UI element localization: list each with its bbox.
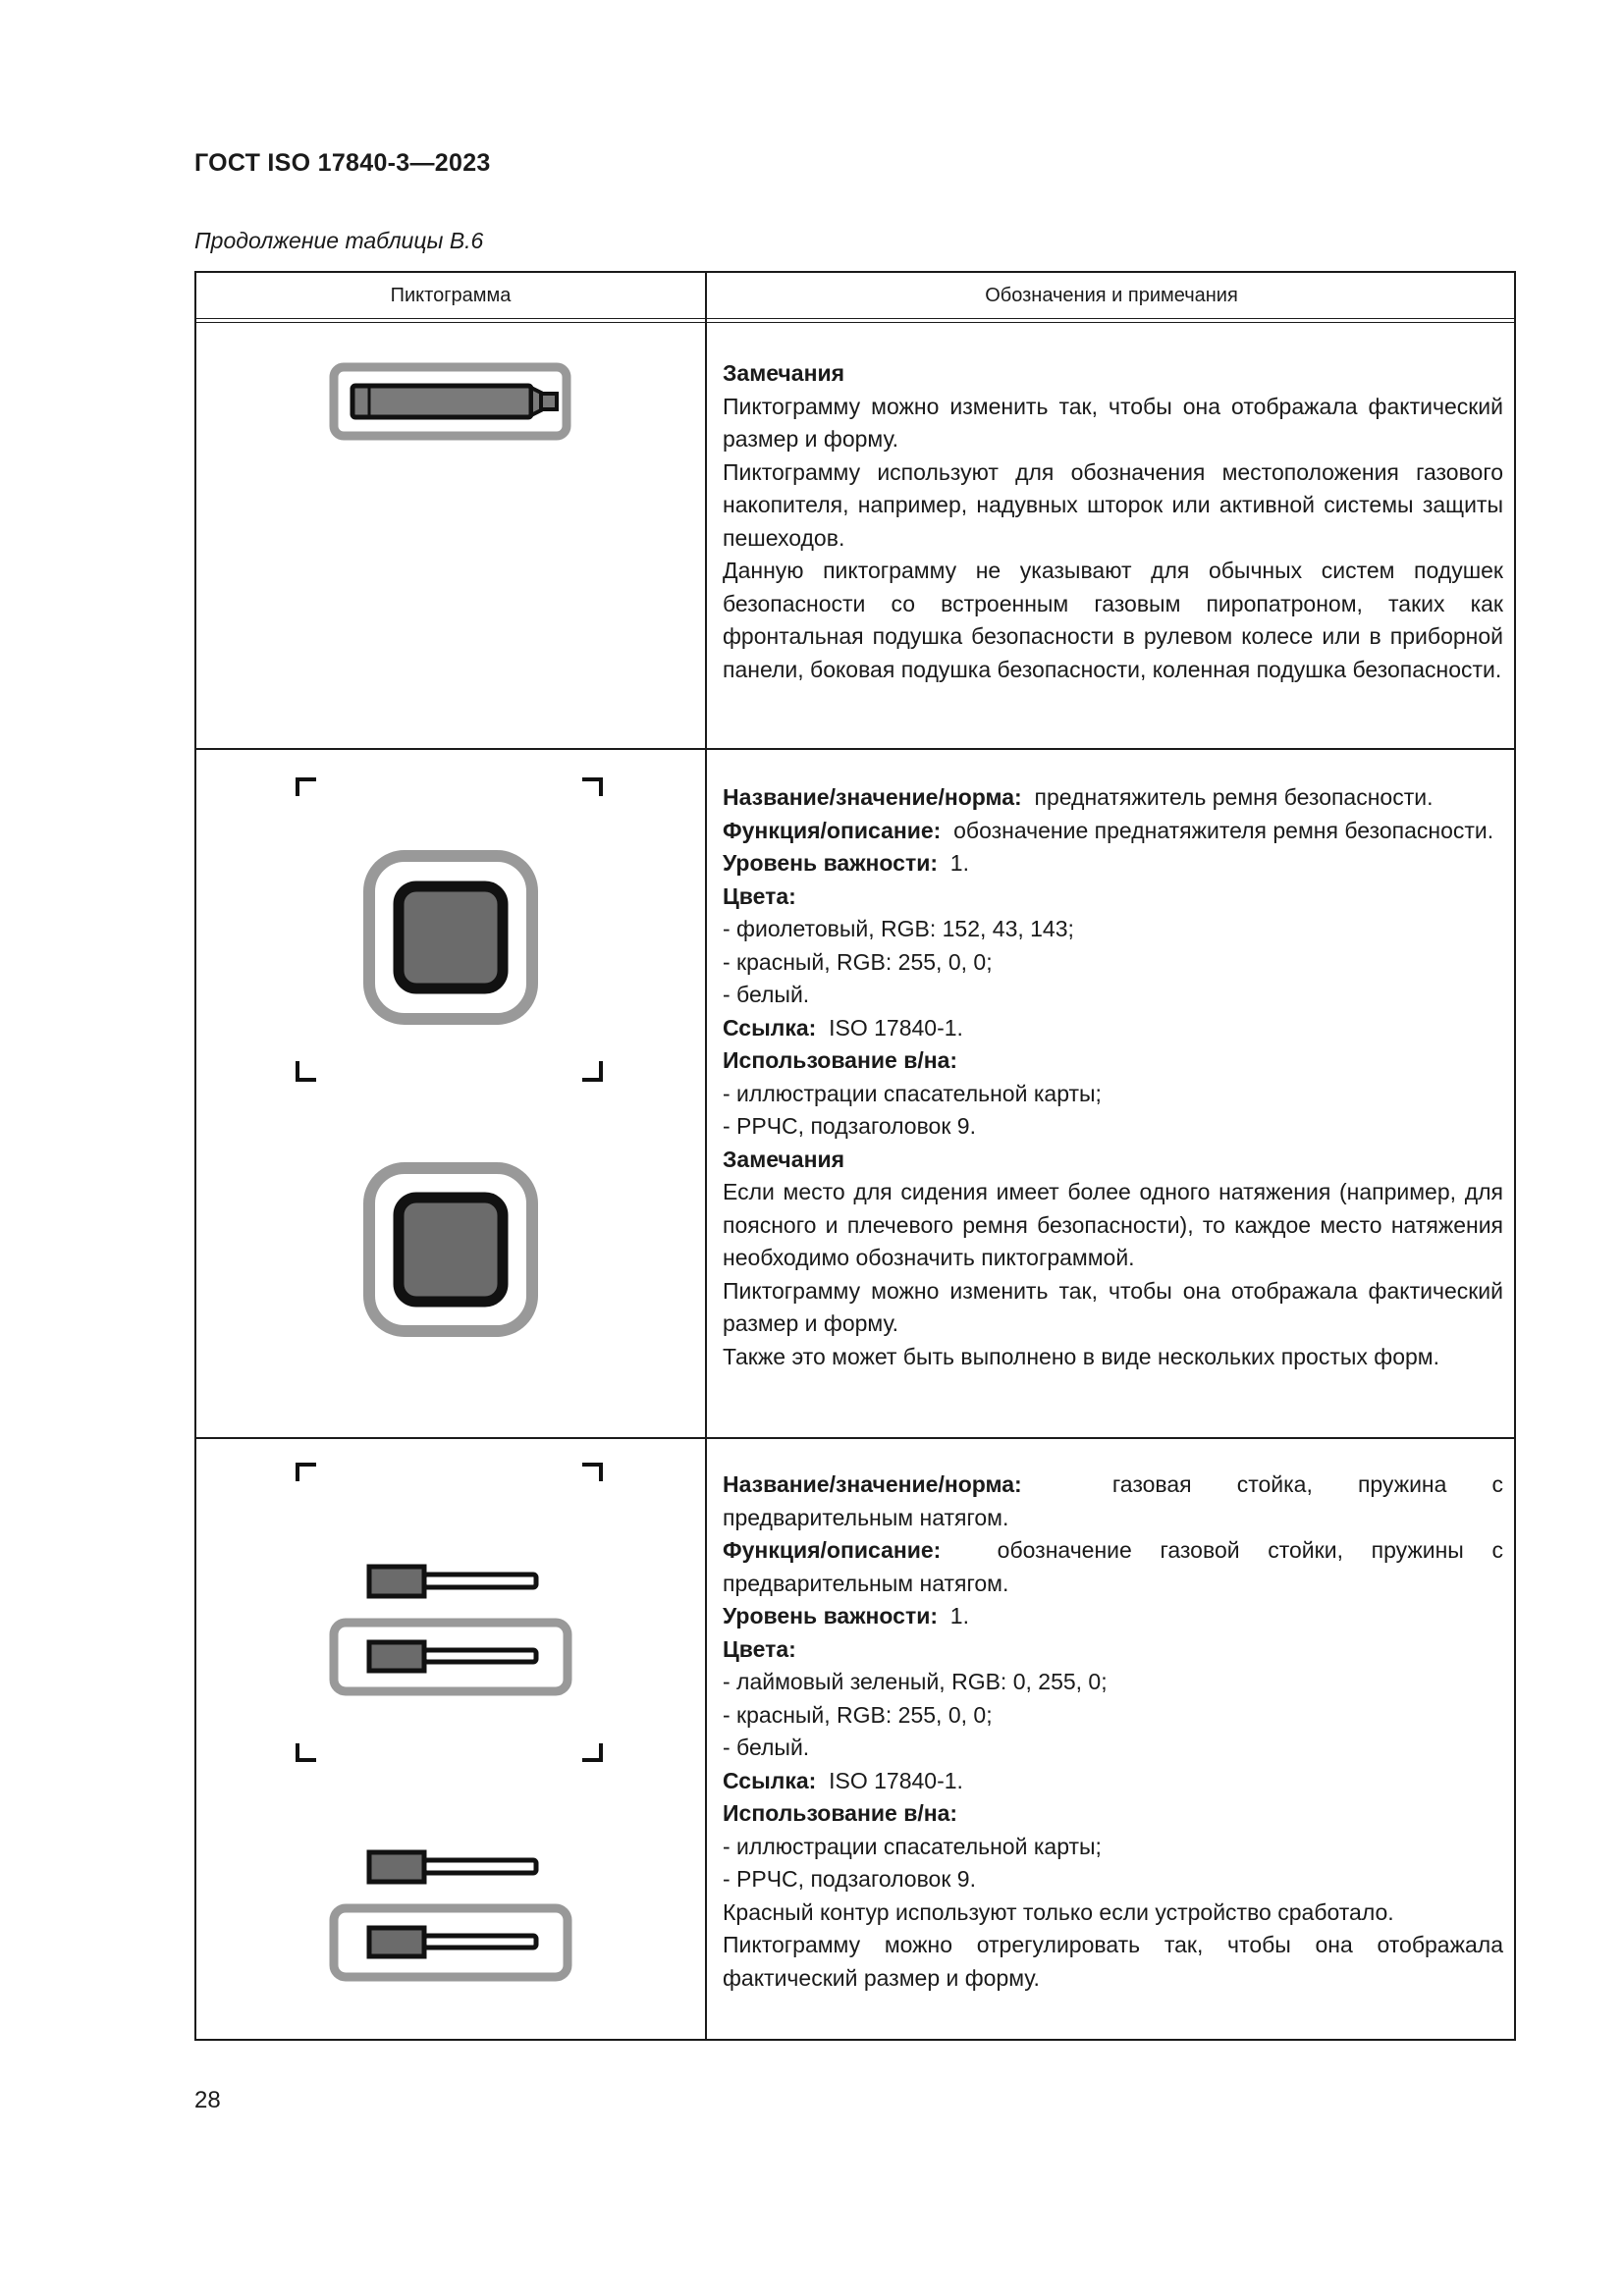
reference-label: Ссылка: (723, 1767, 817, 1793)
color-item: - фиолетовый, RGB: 152, 43, 143; (723, 916, 1074, 941)
gas-strut-symbol (369, 1567, 536, 1596)
gas-strut-symbol-outlined (334, 1908, 568, 1977)
note-paragraph: Пиктограмму можно изменить так, чтобы она отображала фактический размер и форму. (723, 1277, 1503, 1336)
notes-title: Замечания (723, 1146, 845, 1172)
color-item: - красный, RGB: 255, 0, 0; (723, 1701, 993, 1728)
color-item: - красный, RGB: 255, 0, 0; (723, 948, 993, 975)
note-paragraph: Красный контур используют только если устройство сработало. (723, 1898, 1394, 1925)
row-3-notes (723, 1468, 1503, 1995)
row-2-notes (723, 781, 1503, 1373)
gas-strut-symbol (369, 1852, 536, 1882)
crop-mark-corners (298, 1465, 601, 1760)
importance-value: 1. (949, 1603, 969, 1629)
usage-item: - иллюстрации спасательной карты; (723, 1833, 1102, 1859)
pretensioner-symbol-outlined (369, 856, 532, 1019)
name-value: преднатяжитель ремня безопасности. (1034, 784, 1434, 810)
color-item: - белый. (723, 982, 810, 1007)
name-value: газовая стойка, пружина с предварительным натягом. (723, 1471, 1504, 1530)
importance-label: Уровень важности: (723, 850, 939, 876)
usage-item: - РРЧС, подзаголовок 9. (723, 1113, 976, 1139)
column-divider (705, 273, 707, 2039)
column-header-notes: Обозначения и примечания (985, 284, 1238, 306)
notes-title: Замечания (723, 360, 845, 386)
column-header-pictogram: Пиктограмма (390, 284, 512, 306)
colors-label: Цвета: (723, 882, 796, 909)
gas-strut-symbol-outlined (334, 1623, 568, 1691)
note-paragraph: Если место для сидения имеет более одного натяжения (например, для поясного и плечевого ремня безопасности), то каждое место натяжения необходимо обозначить пиктограммой. (723, 1179, 1503, 1270)
gas-generator-icon (196, 322, 705, 748)
note-paragraph: Пиктограмму можно изменить так, чтобы она отображала фактический размер и форму. (723, 393, 1503, 452)
note-paragraph: Пиктограмму используют для обозначения местоположения газового накопителя, например, надувных шторок или активной системы защиты пешеходов. (723, 458, 1503, 551)
color-item: - лаймовый зеленый, RGB: 0, 255, 0; (723, 1669, 1108, 1694)
row-1-notes (723, 357, 1503, 686)
colors-label: Цвета: (723, 1635, 796, 1662)
function-label: Функция/описание: (723, 1537, 942, 1563)
reference-label: Ссылка: (723, 1014, 817, 1041)
function-value: обозначение преднатяжителя ремня безопасности. (953, 817, 1494, 843)
note-paragraph: Данную пиктограмму не указывают для обычных систем подушек безопасности со встроенным газовым пиропатроном, таких как фронтальная подушка безопасности в рулевом колесе или в приборной панели, боковая подушка безопасности, коленная подушка безопасности. (723, 558, 1503, 682)
usage-item: - РРЧС, подзаголовок 9. (723, 1866, 976, 1892)
usage-label: Использование в/на: (723, 1800, 958, 1826)
name-label: Название/значение/норма: (723, 784, 1022, 810)
color-item: - белый. (723, 1735, 810, 1760)
pretensioner-symbol-alt (369, 1168, 532, 1331)
note-paragraph: Пиктограмму можно отрегулировать так, чтобы она отображала фактический размер и форму. (723, 1932, 1503, 1991)
reference-value: ISO 17840-1. (829, 1014, 963, 1041)
name-label: Название/значение/норма: (723, 1471, 1022, 1497)
gas-strut-icon (196, 1439, 705, 2040)
function-value: обозначение газовой стойки, пружины с предварительным натягом. (723, 1537, 1503, 1596)
page-number: 28 (194, 2087, 221, 2113)
importance-label: Уровень важности: (723, 1603, 939, 1629)
document-title: ГОСТ ISO 17840-3—2023 (194, 149, 491, 177)
usage-label: Использование в/на: (723, 1047, 958, 1073)
usage-item: - иллюстрации спасательной карты; (723, 1080, 1102, 1106)
note-paragraph: Также это может быть выполнено в виде нескольких простых форм. (723, 1343, 1439, 1369)
importance-value: 1. (949, 850, 969, 876)
table-caption: Продолжение таблицы В.6 (194, 228, 484, 253)
belt-pretensioner-icon (196, 750, 705, 1437)
pictogram-table (194, 271, 1516, 2041)
reference-value: ISO 17840-1. (829, 1767, 963, 1793)
function-label: Функция/описание: (723, 817, 942, 843)
